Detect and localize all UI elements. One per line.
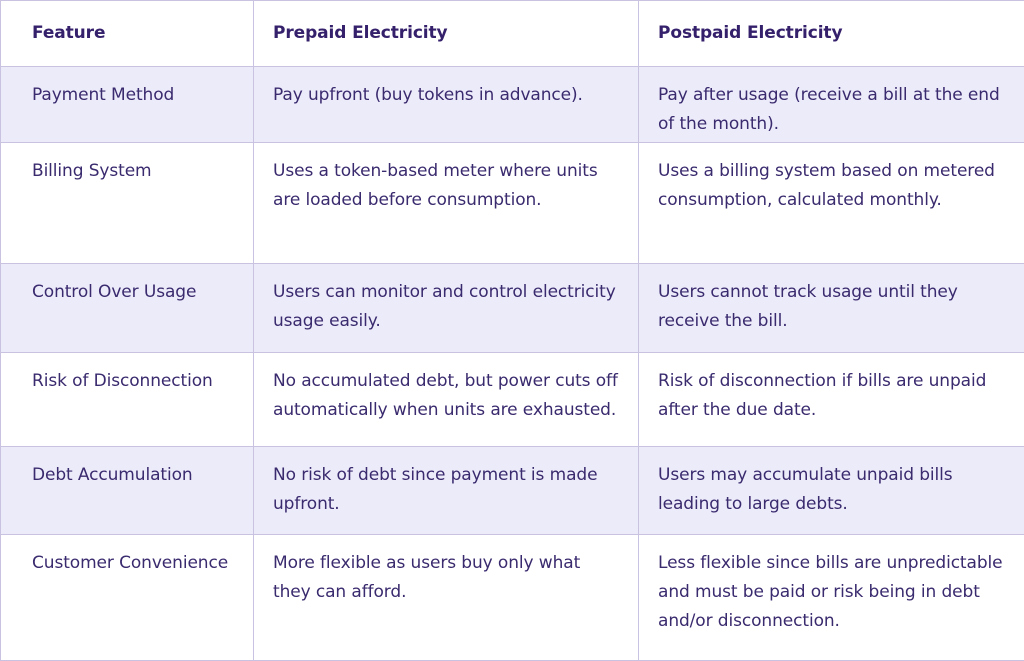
postpaid-cell: Pay after usage (receive a bill at the end of the month). [639,67,1024,143]
table-row [1,67,1024,143]
table-row [1,264,1024,353]
postpaid-cell: Uses a billing system based on metered consumption, calculated monthly. [639,143,1024,264]
header-feature: Feature [1,1,254,67]
feature-cell: Control Over Usage [1,264,254,353]
table-row [1,535,1024,661]
header-postpaid: Postpaid Electricity [639,1,1024,67]
prepaid-cell: Users can monitor and control electricity usage easily. [254,264,639,353]
feature-cell: Billing System [1,143,254,264]
prepaid-cell: No risk of debt since payment is made upfront. [254,447,639,535]
prepaid-cell: More flexible as users buy only what they can afford. [254,535,639,661]
table-body [1,67,1024,661]
feature-cell: Risk of Disconnection [1,353,254,447]
feature-cell: Payment Method [1,67,254,143]
prepaid-cell: No accumulated debt, but power cuts off automatically when units are exhausted. [254,353,639,447]
postpaid-cell: Risk of disconnection if bills are unpaid after the due date. [639,353,1024,447]
feature-cell: Debt Accumulation [1,447,254,535]
postpaid-cell: Users cannot track usage until they receive the bill. [639,264,1024,353]
table-header [1,1,1024,67]
table-row [1,353,1024,447]
prepaid-cell: Uses a token-based meter where units are loaded before consumption. [254,143,639,264]
header-row [1,1,1024,67]
postpaid-cell: Less flexible since bills are unpredictable and must be paid or risk being in debt and/or disconnection. [639,535,1024,661]
table-row [1,447,1024,535]
feature-cell: Customer Convenience [1,535,254,661]
postpaid-cell: Users may accumulate unpaid bills leading to large debts. [639,447,1024,535]
prepaid-cell: Pay upfront (buy tokens in advance). [254,67,639,143]
header-prepaid: Prepaid Electricity [254,1,639,67]
table-row [1,143,1024,264]
